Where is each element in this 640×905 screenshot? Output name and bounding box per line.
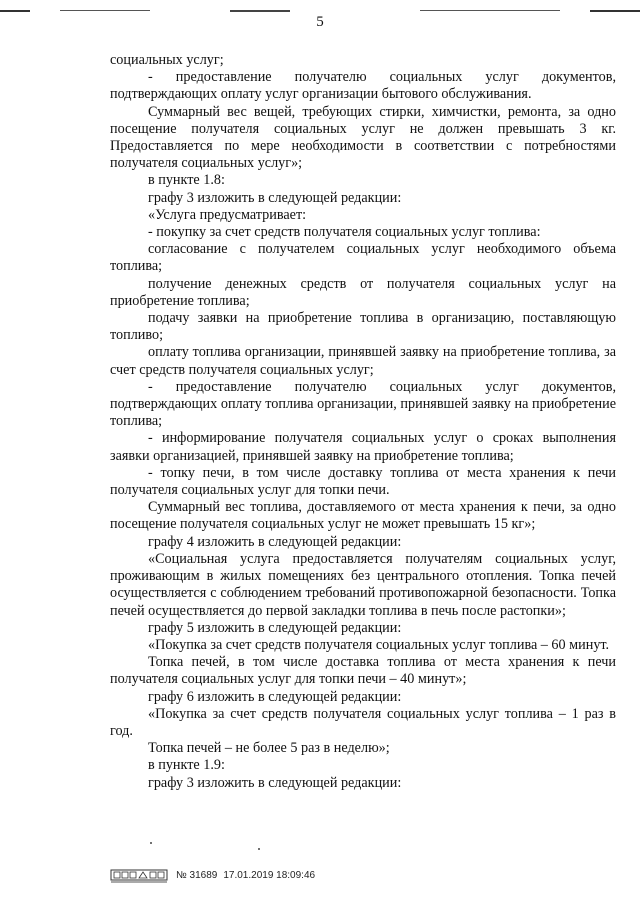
paragraph: оплату топлива организации, принявшей заявку на приобретение топлива, за счет средств получателя социальных услуг; <box>110 344 616 378</box>
footer-doc-number: № 31689 <box>176 869 218 881</box>
registry-stamp-icon <box>110 866 168 884</box>
paragraph: - предоставление получателю социальных услуг документов, подтверждающих оплату услуг организации бытового обслуживания. <box>110 69 616 103</box>
footer-datetime: 17.01.2019 18:09:46 <box>223 869 316 881</box>
paragraph: - информирование получателя социальных услуг о сроках выполнения заявки организацией, принявшей заявку на приобретение топлива; <box>110 430 616 464</box>
paragraph: Топка печей – не более 5 раз в неделю»; <box>148 740 390 757</box>
paragraph: - покупку за счет средств получателя социальных услуг топлива: <box>148 224 541 241</box>
paragraph: «Покупка за счет средств получателя социальных услуг топлива – 1 раз в год. <box>110 705 616 739</box>
paragraph: согласование с получателем социальных услуг необходимого объема топлива; <box>110 241 616 275</box>
paragraph: - предоставление получателю социальных услуг документов, подтверждающих оплату топлива организации, принявшей заявку на приобретение топлива; <box>110 378 616 430</box>
scan-speck <box>258 848 260 850</box>
document-body <box>110 52 616 792</box>
paragraph: графу 6 изложить в следующей редакции: <box>148 688 402 705</box>
paragraph: графу 3 изложить в следующей редакции: <box>148 774 402 791</box>
paragraph: графу 5 изложить в следующей редакции: <box>148 619 402 636</box>
scan-top-edge <box>0 0 640 3</box>
paragraph: Топка печей, в том числе доставка топлива от места хранения к печи получателя социальных услуг для топки печи – 40 минут»; <box>110 654 616 688</box>
paragraph: подачу заявки на приобретение топлива в организацию, поставляющую топливо; <box>110 310 616 344</box>
page-number: 5 <box>316 14 324 30</box>
paragraph: графу 3 изложить в следующей редакции: <box>148 189 402 206</box>
scan-speck <box>150 842 152 844</box>
paragraph: получение денежных средств от получателя социальных услуг на приобретение топлива; <box>110 275 616 309</box>
document-footer <box>110 864 315 886</box>
paragraph: социальных услуг; <box>110 52 224 68</box>
paragraph: - топку печи, в том числе доставку топлива от места хранения к печи получателя социальных услуг для топки печи. <box>110 464 616 499</box>
paragraph: «Услуга предусматривает: <box>148 206 307 223</box>
paragraph: «Социальная услуга предоставляется получателям социальных услуг, проживающим в жилых помещениях без центрального отопления. Топка печей осуществляется с соблюдением требований противопожарной безопасности. Топка печей осуществляется до первой закладки топлива в печь после растопки»; <box>110 550 616 619</box>
paragraph: Суммарный вес вещей, требующих стирки, химчистки, ремонта, за одно посещение получателя социальных услуг не должен превышать 3 кг. Предоставляется по мере необходимости в соответствии с потребностями получателя социальных услуг»; <box>110 103 616 172</box>
paragraph: в пункте 1.9: <box>148 757 225 774</box>
paragraph: графу 4 изложить в следующей редакции: <box>148 533 402 550</box>
paragraph: Суммарный вес топлива, доставляемого от места хранения к печи, за одно посещение получателя социальных услуг не может превышать 15 кг»; <box>110 499 616 533</box>
paragraph: «Покупка за счет средств получателя социальных услуг топлива – 60 минут. <box>148 636 610 653</box>
paragraph: в пункте 1.8: <box>148 172 225 189</box>
